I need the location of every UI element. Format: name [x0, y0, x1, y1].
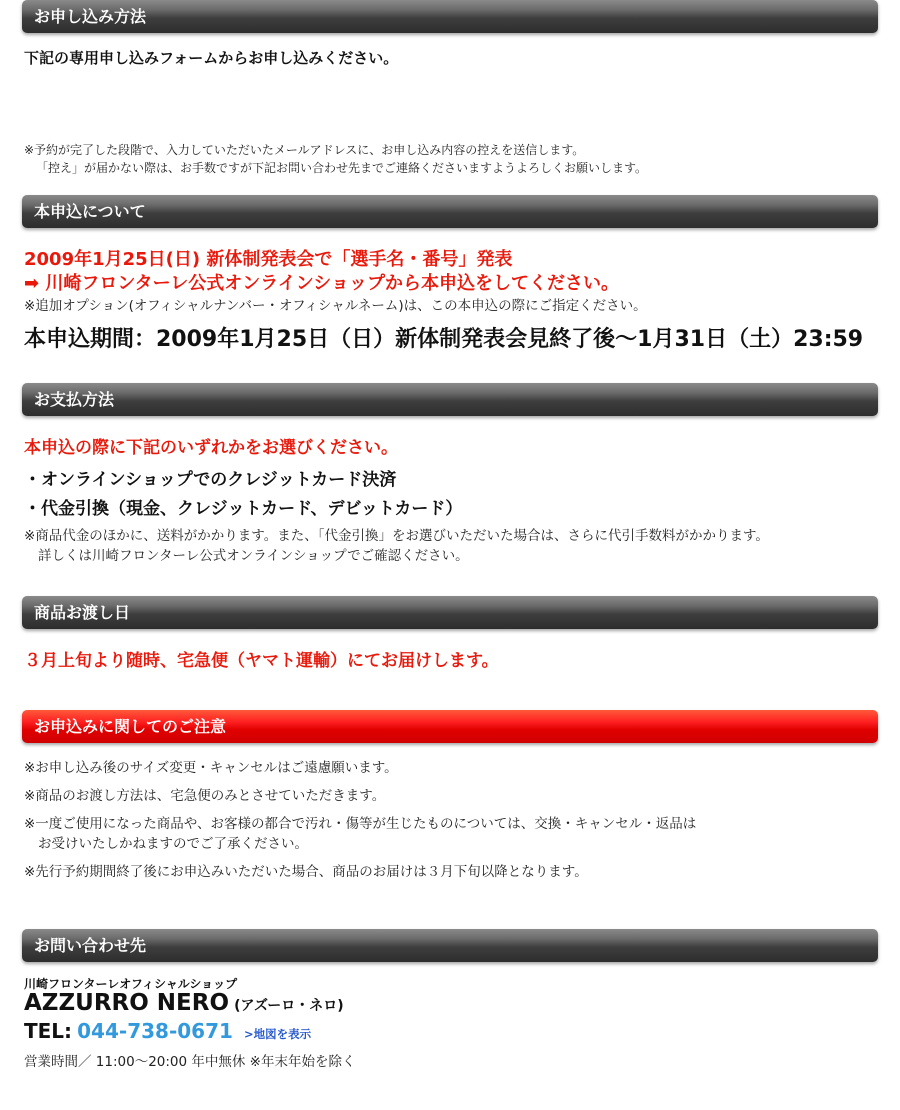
contact-tel-row — [24, 1019, 311, 1043]
caution-note-3: ※一度ご使用になった商品や、お客様の都合で汚れ・傷等が生じたものについては、交換・キャンセル・返品は — [24, 816, 697, 832]
contact-shop-name-row — [24, 990, 344, 1016]
payment-note-2: 詳しくは川崎フロンターレ公式オンラインショップでご確認ください。 — [38, 548, 469, 564]
payment-note-1: ※商品代金のほかに、送料がかかります。また、「代金引換」をお選びいただいた場合は、さらに代引手数料がかかります。 — [24, 528, 769, 544]
main-apply-headline-2-text: 川崎フロンターレ公式オンラインショップから本申込をしてください。 — [45, 273, 619, 294]
apply-method-lead: 下記の専用申し込みフォームからお申し込みください。 — [24, 49, 399, 67]
contact-hours: 営業時間／ 11:00〜20:00 年中無休 ※年末年始を除く — [24, 1054, 356, 1070]
contact-tel-number[interactable]: 044-738-0671 — [77, 1019, 233, 1043]
section-header-payment: お支払方法 — [22, 383, 878, 416]
contact-shop-name: AZZURRO NERO — [24, 990, 230, 1016]
section-header-main-apply: 本申込について — [22, 195, 878, 228]
main-apply-option-note: ※追加オプション(オフィシャルナンバー・オフィシャルネーム)は、この本申込の際にご指定ください。 — [24, 298, 647, 314]
section-header-apply-method: お申し込み方法 — [22, 0, 878, 33]
apply-method-note-2: 「控え」が届かない際は、お手数ですが下記お問い合わせ先までご連絡くださいますようよろしくお願いします。 — [36, 161, 648, 175]
payment-lead: 本申込の際に下記のいずれかをお選びください。 — [24, 438, 398, 458]
payment-item-2: ・代金引換（現金、クレジットカード、デビットカード） — [24, 499, 463, 519]
caution-note-4: ※先行予約期間終了後にお申込みいただいた場合、商品のお届けは３月下旬以降となります。 — [24, 864, 588, 880]
contact-tel-label: TEL: — [24, 1019, 73, 1043]
delivery-text: ３月上旬より随時、宅急便（ヤマト運輸）にてお届けします。 — [24, 651, 499, 671]
contact-shop-label: 川崎フロンターレオフィシャルショップ — [24, 977, 238, 991]
arrow-right-icon: ➡ — [24, 273, 40, 294]
caution-note-1: ※お申し込み後のサイズ変更・キャンセルはご遠慮願います。 — [24, 760, 398, 776]
section-header-contact: お問い合わせ先 — [22, 929, 878, 962]
apply-method-note-1: ※予約が完了した段階で、入力していただいたメールアドレスに、お申し込み内容の控えを送信します。 — [24, 143, 585, 157]
contact-shop-kana: (アズーロ・ネロ) — [234, 998, 344, 1014]
caution-note-2: ※商品のお渡し方法は、宅急便のみとさせていただきます。 — [24, 788, 386, 804]
payment-item-1: ・オンラインショップでのクレジットカード決済 — [24, 470, 397, 490]
main-apply-headline-1: 2009年1月25日(日) 新体制発表会で「選手名・番号」発表 — [24, 249, 513, 270]
caution-note-3-cont: お受けいたしかねますのでご了承ください。 — [38, 836, 308, 852]
main-apply-period: 本申込期間：2009年1月25日（日）新体制発表会見終了後〜1月31日（土）23:59 — [24, 327, 864, 352]
map-link[interactable]: >地図を表示 — [244, 1027, 312, 1041]
section-header-caution: お申込みに関してのご注意 — [22, 710, 878, 743]
main-apply-headline-2 — [24, 269, 619, 295]
section-header-delivery: 商品お渡し日 — [22, 596, 878, 629]
